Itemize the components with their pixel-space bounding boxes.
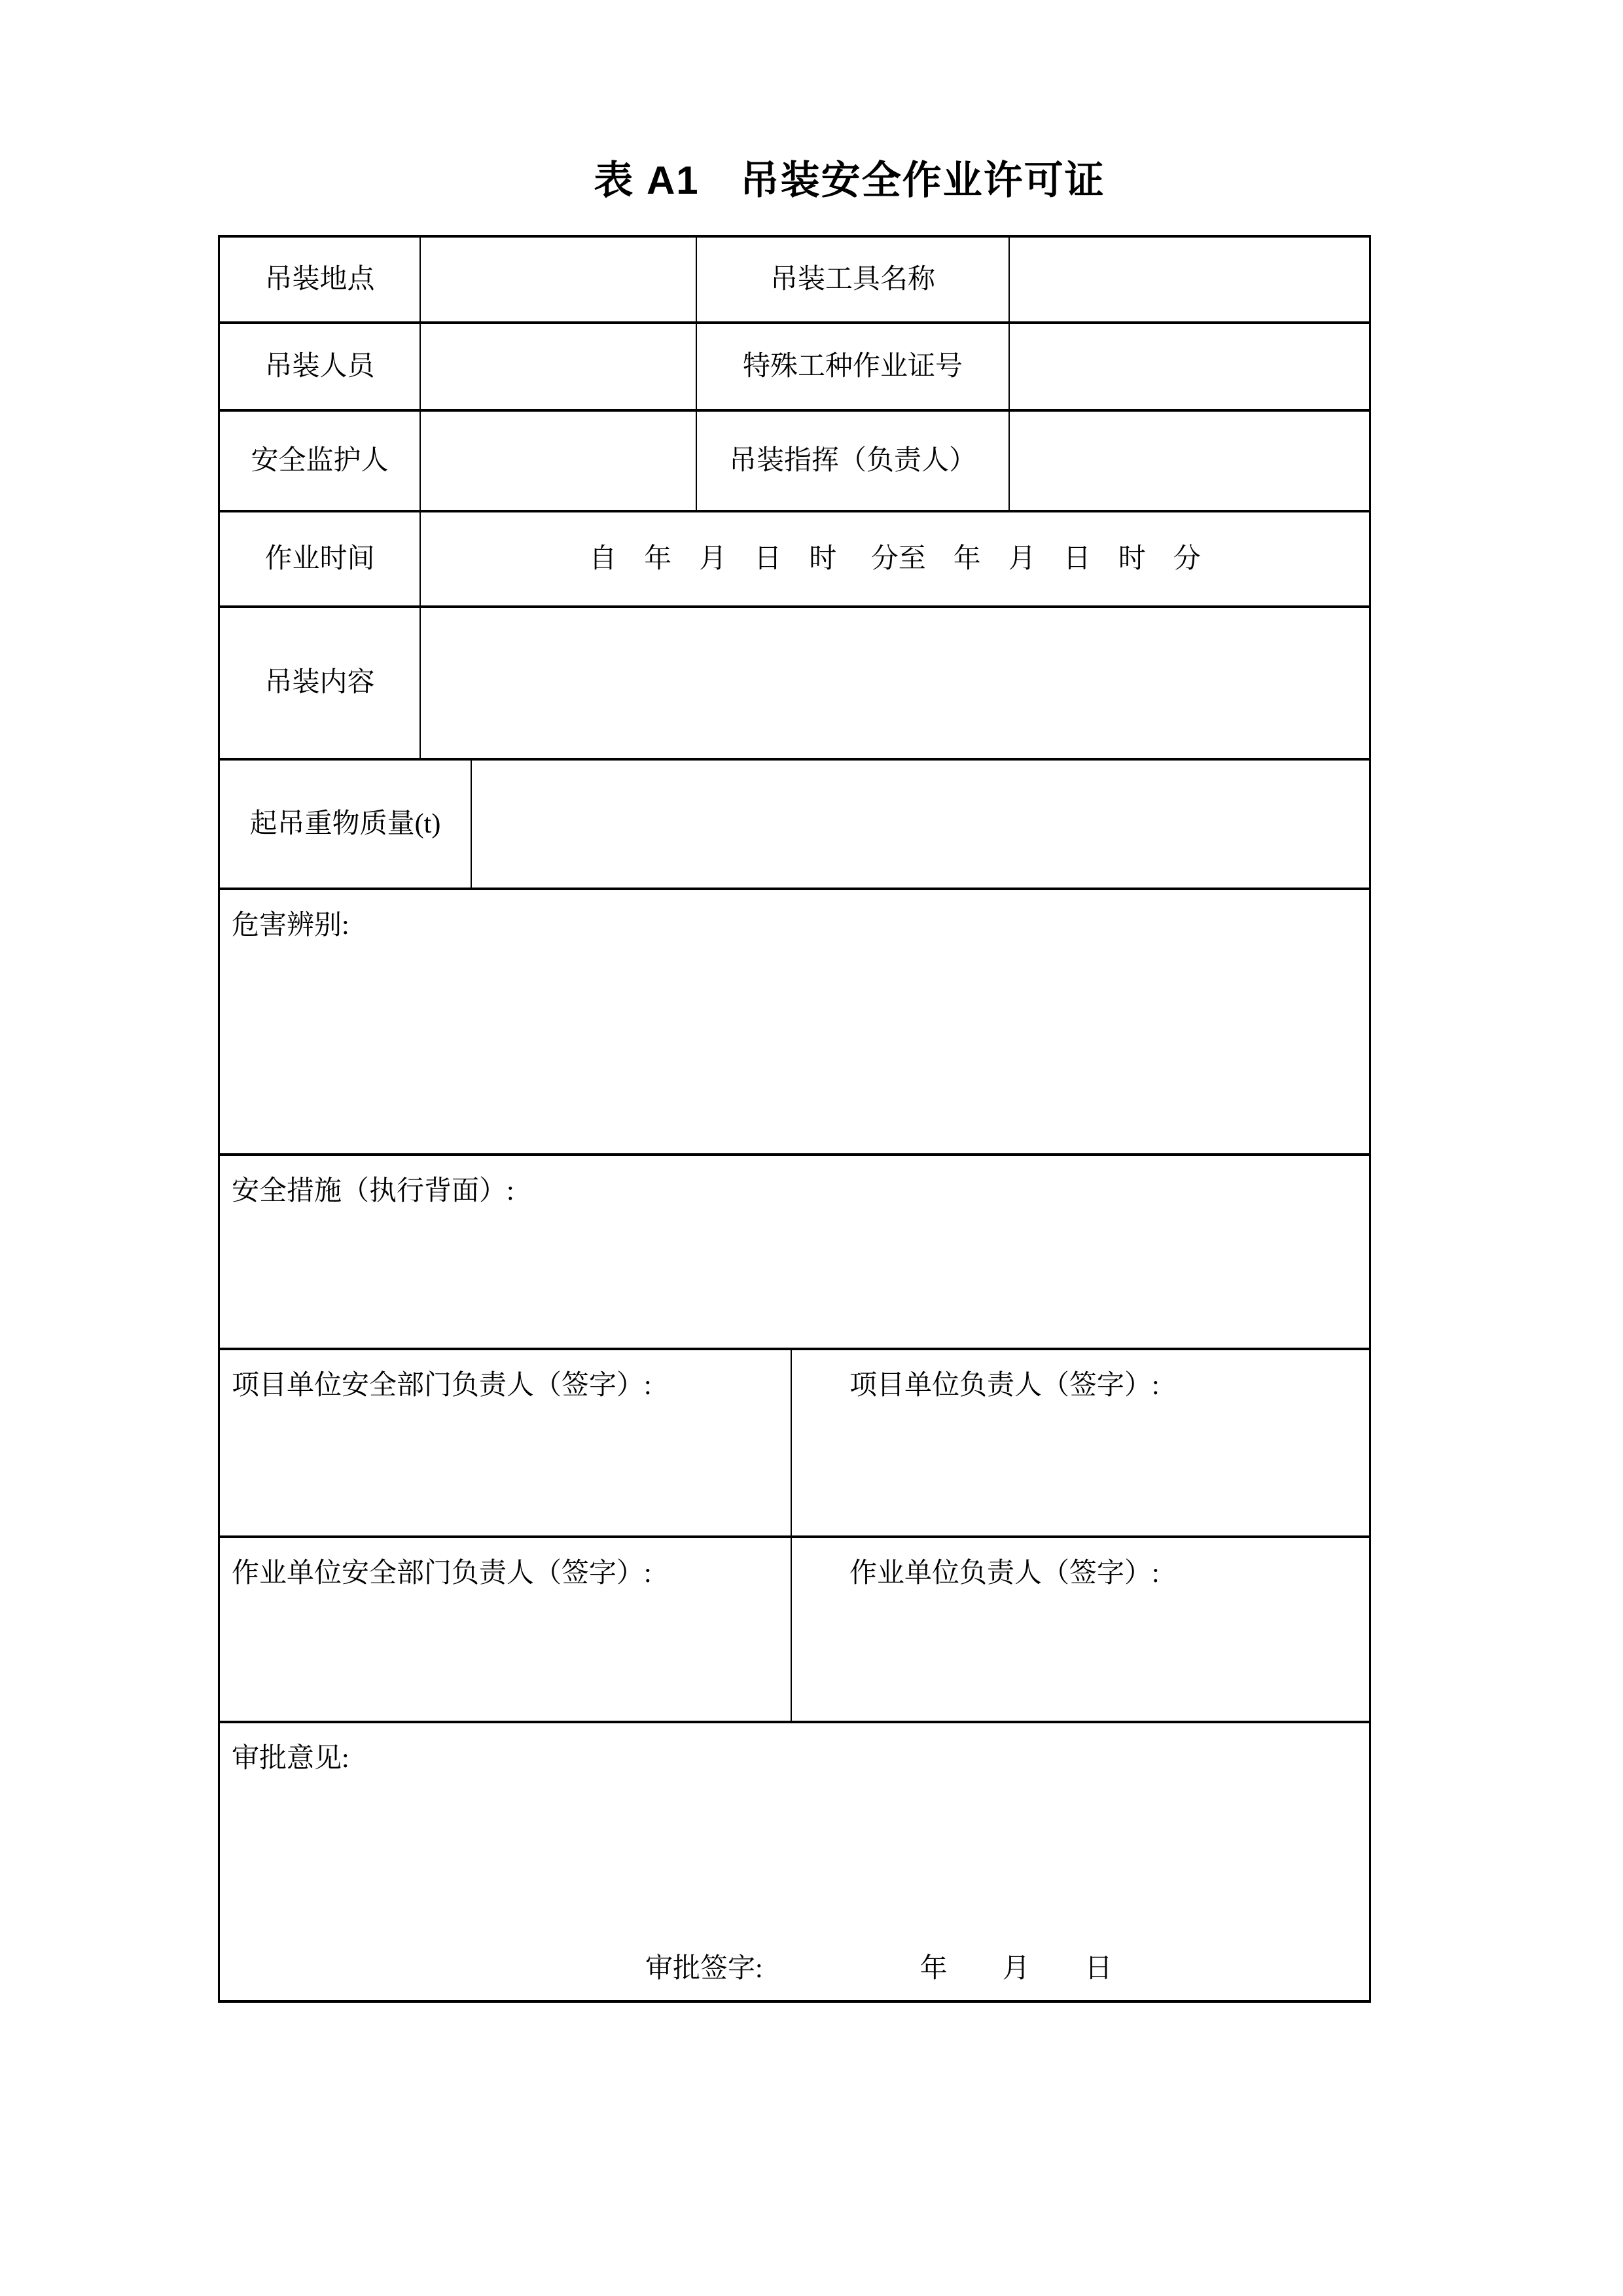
label-safety-guardian: 安全监护人 bbox=[220, 412, 421, 510]
row-safety-measures bbox=[220, 1156, 1369, 1350]
approval-sign-line bbox=[645, 1952, 1113, 1986]
row-work-unit-signatures bbox=[220, 1538, 1369, 1723]
label-lifting-tool-name: 吊装工具名称 bbox=[697, 238, 1010, 321]
row-safety-guardian bbox=[220, 412, 1369, 512]
row-lifting-personnel bbox=[220, 324, 1369, 412]
page-title: 表 A1 吊装安全作业许可证 bbox=[594, 158, 1105, 202]
value-safety-guardian[interactable] bbox=[421, 412, 697, 510]
label-lifting-location: 吊装地点 bbox=[220, 238, 421, 321]
field-project-unit-head-signature[interactable]: 项目单位负责人（签字）: bbox=[849, 1371, 1160, 1401]
label-approval-signature[interactable]: 审批签字: bbox=[645, 1953, 763, 1984]
value-lifting-tool-name[interactable] bbox=[1010, 238, 1369, 321]
label-lifting-commander: 吊装指挥（负责人） bbox=[697, 412, 1010, 510]
permit-form-table bbox=[218, 235, 1371, 2003]
value-lifting-commander[interactable] bbox=[1010, 412, 1369, 510]
label-load-weight: 起吊重物质量(t) bbox=[220, 761, 472, 888]
label-approval-opinion: 审批意见: bbox=[232, 1744, 349, 1774]
label-lifting-personnel: 吊装人员 bbox=[220, 324, 421, 409]
label-special-work-certificate: 特殊工种作业证号 bbox=[697, 324, 1010, 409]
row-lifting-location bbox=[220, 238, 1369, 324]
row-lifting-content bbox=[220, 608, 1369, 761]
value-lifting-content[interactable] bbox=[421, 608, 1369, 758]
field-hazard-identification[interactable]: 危害辨别: bbox=[232, 910, 349, 941]
field-safety-measures[interactable]: 安全措施（执行背面）: bbox=[232, 1176, 514, 1206]
field-project-unit-safety-dept-signature[interactable]: 项目单位安全部门负责人（签字）: bbox=[220, 1350, 792, 1535]
value-lifting-location[interactable] bbox=[421, 238, 697, 321]
label-lifting-content: 吊装内容 bbox=[220, 608, 421, 758]
field-approval-opinion[interactable] bbox=[220, 1723, 1369, 2000]
row-load-weight bbox=[220, 761, 1369, 890]
label-work-time: 作业时间 bbox=[220, 512, 421, 605]
field-work-unit-safety-dept-signature[interactable]: 作业单位安全部门负责人（签字）: bbox=[220, 1538, 792, 1721]
value-work-time[interactable]: 自 年 月 日 时 分至 年 月 日 时 分 bbox=[589, 543, 1201, 574]
value-load-weight[interactable] bbox=[472, 761, 1369, 888]
field-work-unit-head-signature[interactable]: 作业单位负责人（签字）: bbox=[849, 1558, 1160, 1588]
value-lifting-personnel[interactable] bbox=[421, 324, 697, 409]
row-work-time bbox=[220, 512, 1369, 608]
label-approval-date: 年 月 日 bbox=[919, 1953, 1113, 1984]
row-hazard-identification bbox=[220, 890, 1369, 1156]
row-project-unit-signatures bbox=[220, 1350, 1369, 1538]
value-special-work-certificate[interactable] bbox=[1010, 324, 1369, 409]
row-approval-opinion bbox=[220, 1723, 1369, 2000]
